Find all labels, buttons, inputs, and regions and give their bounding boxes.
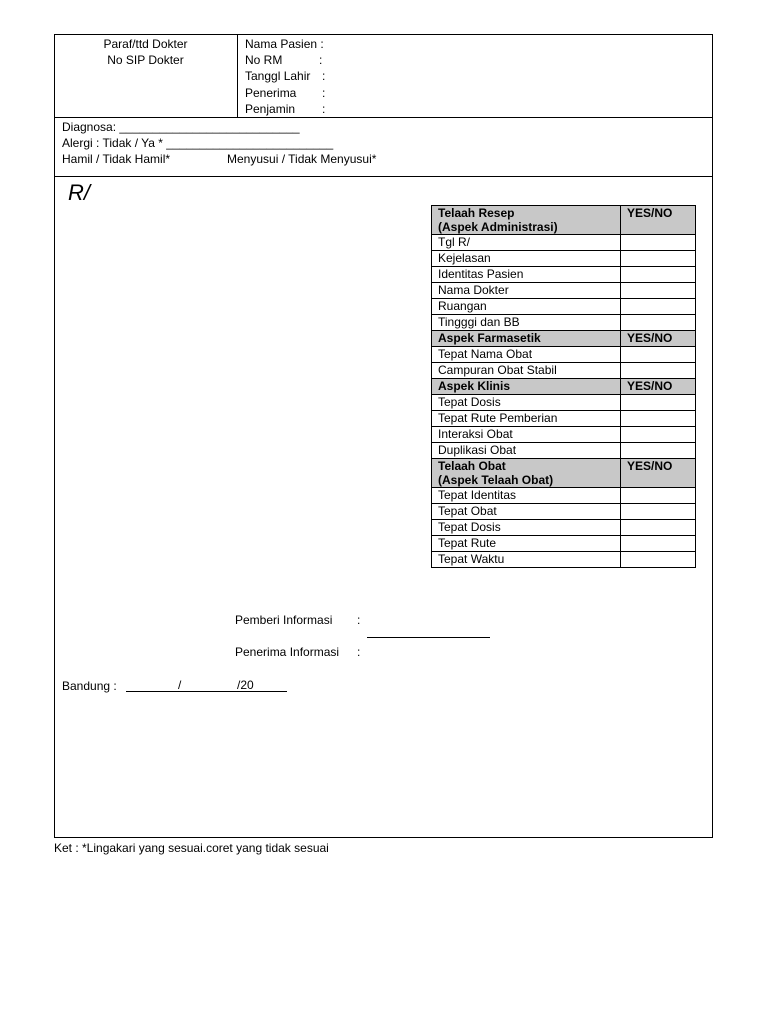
review-item-label: Tepat Rute Pemberian [432,411,621,427]
yes-no-cell[interactable] [621,363,696,379]
field-colon: : [322,69,326,83]
review-item-row [432,299,696,315]
yes-no-cell[interactable] [621,520,696,536]
review-section-header [432,379,696,395]
review-item-row [432,235,696,251]
yes-no-cell[interactable] [621,299,696,315]
review-item-label: Tepat Rute [432,536,621,552]
review-item-label: Tepat Dosis [432,520,621,536]
field-colon: : [322,102,326,116]
review-item-label: Telaah Obat (Aspek Telaah Obat) [432,459,621,488]
doctor-signature-label: Paraf/ttd Dokter [103,37,188,51]
header-divider [237,34,238,117]
review-item-row [432,283,696,299]
allergy-field[interactable]: Alergi : Tidak / Ya * _________________________ [62,136,334,150]
rx-symbol: R/ [68,180,90,205]
receiver-label: Penerima [245,86,297,100]
review-item-label: Tgl R/ [432,235,621,251]
review-item-label: Duplikasi Obat [432,443,621,459]
review-item-row [432,427,696,443]
yes-no-cell[interactable] [621,552,696,568]
review-item-row [432,267,696,283]
review-item-label: Tepat Waktu [432,552,621,568]
field-colon: : [319,53,323,67]
review-item-label: Tepat Dosis [432,395,621,411]
review-item-row [432,315,696,331]
yes-no-cell[interactable] [621,251,696,267]
yes-no-cell[interactable] [621,443,696,459]
breastfeeding-option[interactable]: Menyusui / Tidak Menyusui* [227,152,377,166]
review-item-label: Kejelasan [432,251,621,267]
info-giver-label: Pemberi Informasi [235,613,333,627]
yes-no-cell[interactable] [621,235,696,251]
review-item-row [432,411,696,427]
review-item-row [432,552,696,568]
field-colon: : [357,613,361,627]
yes-no-cell[interactable] [621,427,696,443]
review-item-label: Tepat Identitas [432,488,621,504]
section-divider [54,117,713,118]
yes-no-cell[interactable] [621,315,696,331]
review-item-label: Campuran Obat Stabil [432,363,621,379]
review-item-label: Telaah Resep (Aspek Administrasi) [432,206,621,235]
prescription-review-table [431,205,696,568]
review-item-label: Aspek Farmasetik [432,331,621,347]
patient-name-label: Nama Pasien : [245,37,324,51]
review-item-row [432,504,696,520]
review-item-label: Identitas Pasien [432,267,621,283]
medical-record-label: No RM [245,53,283,67]
review-item-row [432,363,696,379]
yes-no-cell[interactable] [621,504,696,520]
date-year-prefix: /20 [237,678,254,692]
yes-no-header: YES/NO [621,459,696,488]
signature-line[interactable] [367,637,490,638]
yes-no-cell[interactable] [621,411,696,427]
diagnosis-field[interactable]: Diagnosa: ___________________________ [62,120,300,134]
date-separator: / [178,678,182,692]
yes-no-header: YES/NO [621,379,696,395]
birth-date-label: Tanggl Lahir [245,69,311,83]
review-item-label: Tingggi dan BB [432,315,621,331]
review-item-label: Tepat Nama Obat [432,347,621,363]
review-section-header [432,206,696,235]
yes-no-cell[interactable] [621,536,696,552]
review-item-row [432,488,696,504]
review-item-row [432,443,696,459]
review-item-label: Ruangan [432,299,621,315]
review-item-row [432,251,696,267]
yes-no-cell[interactable] [621,267,696,283]
city-date-label: Bandung : [62,679,117,693]
guarantor-label: Penjamin [245,102,296,116]
review-item-label: Aspek Klinis [432,379,621,395]
review-item-row [432,520,696,536]
yes-no-header: YES/NO [621,206,696,235]
yes-no-cell[interactable] [621,347,696,363]
review-section-header [432,459,696,488]
review-item-row [432,395,696,411]
review-section-header [432,331,696,347]
review-item-label: Nama Dokter [432,283,621,299]
date-line[interactable] [126,691,287,692]
yes-no-cell[interactable] [621,283,696,299]
section-divider [54,176,713,177]
yes-no-cell[interactable] [621,395,696,411]
yes-no-cell[interactable] [621,488,696,504]
review-item-label: Tepat Obat [432,504,621,520]
field-colon: : [322,86,326,100]
review-item-row [432,536,696,552]
review-item-label: Interaksi Obat [432,427,621,443]
doctor-sip-label: No SIP Dokter [107,53,184,67]
pregnancy-option[interactable]: Hamil / Tidak Hamil* [62,152,171,166]
field-colon: : [357,645,361,659]
footnote: Ket : *Lingakari yang sesuai.coret yang tidak sesuai [54,841,329,855]
review-item-row [432,347,696,363]
info-receiver-label: Penerima Informasi [235,645,340,659]
yes-no-header: YES/NO [621,331,696,347]
